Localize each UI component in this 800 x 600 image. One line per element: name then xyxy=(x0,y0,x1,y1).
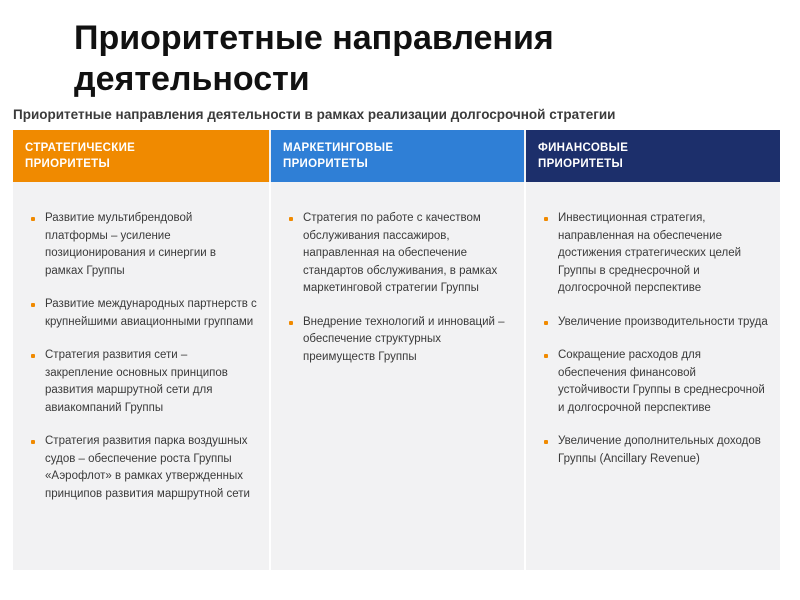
table-subtitle: Приоритетные направления деятельности в рамках реализации долгосрочной стратегии xyxy=(13,107,616,122)
strategic-priorities-list xyxy=(13,182,269,570)
page-title: Приоритетные направления деятельности xyxy=(74,19,554,98)
list-item: Увеличение производительности труда xyxy=(544,314,768,332)
marketing-priorities-header xyxy=(271,130,524,182)
list-item: Сокращение расходов для обеспечения финансовой устойчивости Группы в среднесрочной и долгосрочной перспективе xyxy=(544,347,768,417)
list-item: Стратегия развития сети – закрепление основных принципов развития маршрутной сети для авиакомпаний Группы xyxy=(31,347,257,417)
strategic-priorities-header-label: СТРАТЕГИЧЕСКИЕ ПРИОРИТЕТЫ xyxy=(25,142,136,170)
list-item: Внедрение технологий и инноваций – обеспечение структурных преимуществ Группы xyxy=(289,314,512,367)
list-item: Увеличение дополнительных доходов Группы (Ancillary Revenue) xyxy=(544,433,768,468)
priorities-table xyxy=(13,130,780,570)
financial-priorities-header-label: ФИНАНСОВЫЕ ПРИОРИТЕТЫ xyxy=(538,142,629,170)
list-item: Стратегия развития парка воздушных судов – обеспечение роста Группы «Аэрофлот» в рамках утвержденных принципов развития маршрутной сети xyxy=(31,433,257,503)
marketing-priorities-list xyxy=(271,182,524,570)
list-item: Стратегия по работе с качеством обслуживания пассажиров, направленная на обеспечение стандартов обслуживания, в рамках маркетинговой стратегии Группы xyxy=(289,210,512,298)
list-item: Развитие мультибрендовой платформы – усиление позиционирования и синергии в рамках Группы xyxy=(31,210,257,280)
marketing-priorities-header-label: МАРКЕТИНГОВЫЕ ПРИОРИТЕТЫ xyxy=(283,142,394,170)
list-item: Развитие международных партнерств с крупнейшими авиационными группами xyxy=(31,296,257,331)
financial-priorities-list xyxy=(526,182,780,570)
list-item: Инвестиционная стратегия, направленная на обеспечение достижения стратегических целей Группы в среднесрочной и долгосрочной перспективе xyxy=(544,210,768,298)
financial-priorities-header xyxy=(526,130,780,182)
strategic-priorities-header xyxy=(13,130,269,182)
